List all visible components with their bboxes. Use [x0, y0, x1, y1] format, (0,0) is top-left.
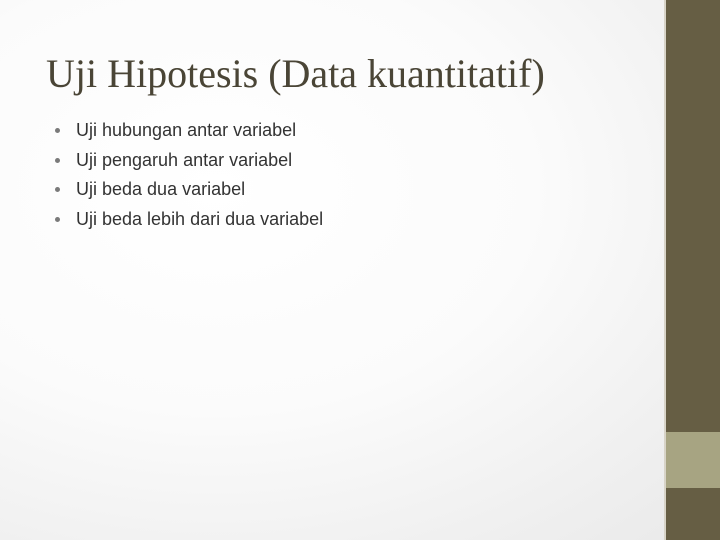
- list-item: [55, 116, 323, 146]
- list-item: [55, 205, 323, 235]
- bullet-dot-icon: [55, 158, 60, 163]
- list-item: [55, 146, 323, 176]
- slide-title: Uji Hipotesis (Data kuantitatif): [46, 51, 545, 96]
- bullet-text: Uji pengaruh antar variabel: [76, 149, 293, 170]
- bullet-dot-icon: [55, 187, 60, 192]
- bullet-dot-icon: [55, 217, 60, 222]
- bullet-text: Uji hubungan antar variabel: [76, 120, 297, 141]
- bullet-text: Uji beda lebih dari dua variabel: [76, 208, 324, 229]
- bullet-dot-icon: [55, 128, 60, 133]
- bullet-text: Uji beda dua variabel: [76, 179, 246, 200]
- bullet-list: [55, 116, 323, 234]
- list-item: [55, 175, 323, 205]
- sidebar-accent-block: [666, 432, 720, 488]
